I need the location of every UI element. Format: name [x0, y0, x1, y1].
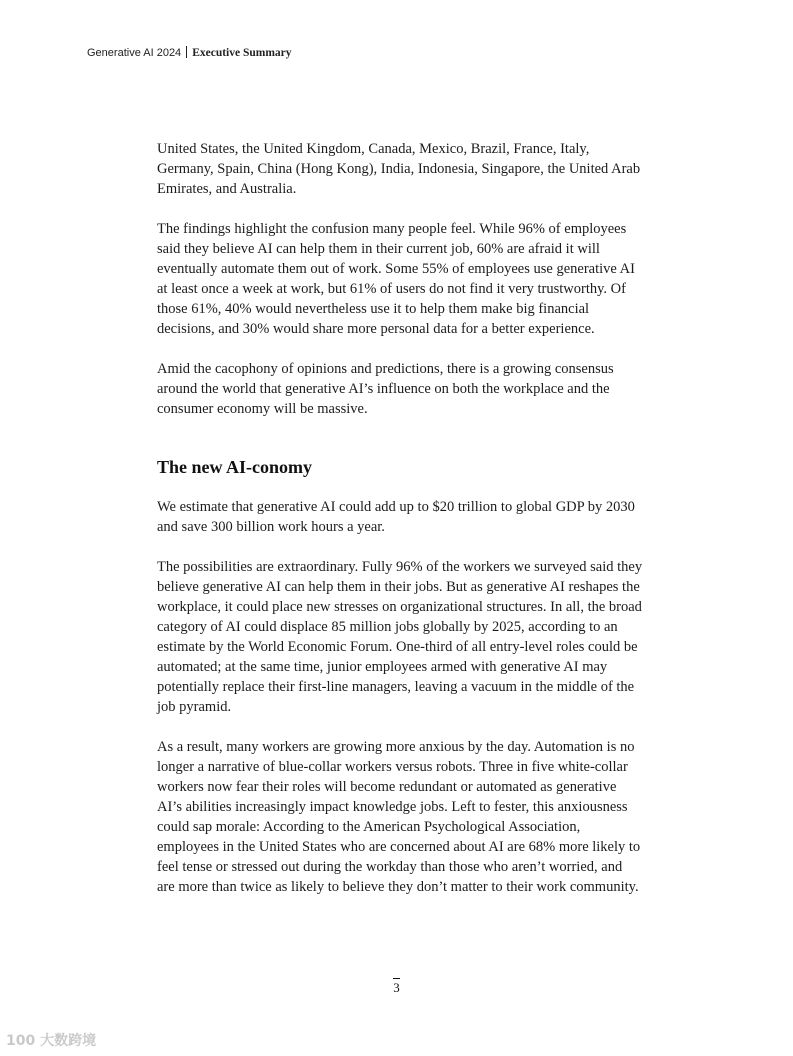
- paragraph: As a result, many workers are growing more anxious by the day. Automation is no longer a narrative of blue-collar workers versus robots. Three in five white-collar workers now fear their roles will become redundant or automated as generative AI’s abilities increasingly impact knowledge jobs. Left to fester, this anxiousness could sap morale: According to the American Psychological Association, employees in the United States who are concerned about AI are 68% more likely to feel tense or stressed out during the workday than those who aren’t worried, and are more than twice as likely to believe they don’t matter to their work community.: [157, 739, 641, 895]
- paragraph: United States, the United Kingdom, Canada, Mexico, Brazil, France, Italy, Germany, Spain, China (Hong Kong), India, Indonesia, Singapore, the United Arab Emirates, and Australia.: [157, 141, 641, 197]
- document-title: Generative AI 2024: [87, 47, 182, 59]
- main-content: [157, 139, 643, 917]
- paragraph: The findings highlight the confusion many people feel. While 96% of employees said they believe AI can help them in their current job, 60% are afraid it will eventually automate them out of work. Some 55% of employees use generative AI at least once a week at work, but 61% of users do not find it very trustworthy. Of those 61%, 40% would nevertheless use it to help them make big financial decisions, and 30% would share more personal data for a better experience.: [157, 221, 635, 337]
- paragraph: The possibilities are extraordinary. Fully 96% of the workers we surveyed said they believe generative AI can help them in their jobs. But as generative AI reshapes the workplace, it could place new stresses on organizational structures. In all, the broad category of AI could displace 85 million jobs globally by 2025, according to an estimate by the World Economic Forum. One-third of all entry-level roles could be automated; at the same time, junior employees armed with generative AI may potentially replace their first-line managers, leaving a vacuum in the middle of the job pyramid.: [157, 559, 643, 715]
- paragraph: We estimate that generative AI could add up to $20 trillion to global GDP by 2030 and save 300 billion work hours a year.: [157, 499, 635, 535]
- header-divider: [186, 46, 187, 58]
- page-number: 3: [393, 980, 400, 995]
- paragraph: Amid the cacophony of opinions and predictions, there is a growing consensus around the world that generative AI’s influence on both the workplace and the consumer economy will be massive.: [157, 361, 614, 417]
- running-header: [87, 46, 292, 59]
- watermark-logo: 100 大数跨境: [6, 1033, 97, 1049]
- section-title: Executive Summary: [192, 47, 292, 59]
- section-heading: The new AI-conomy: [157, 457, 313, 477]
